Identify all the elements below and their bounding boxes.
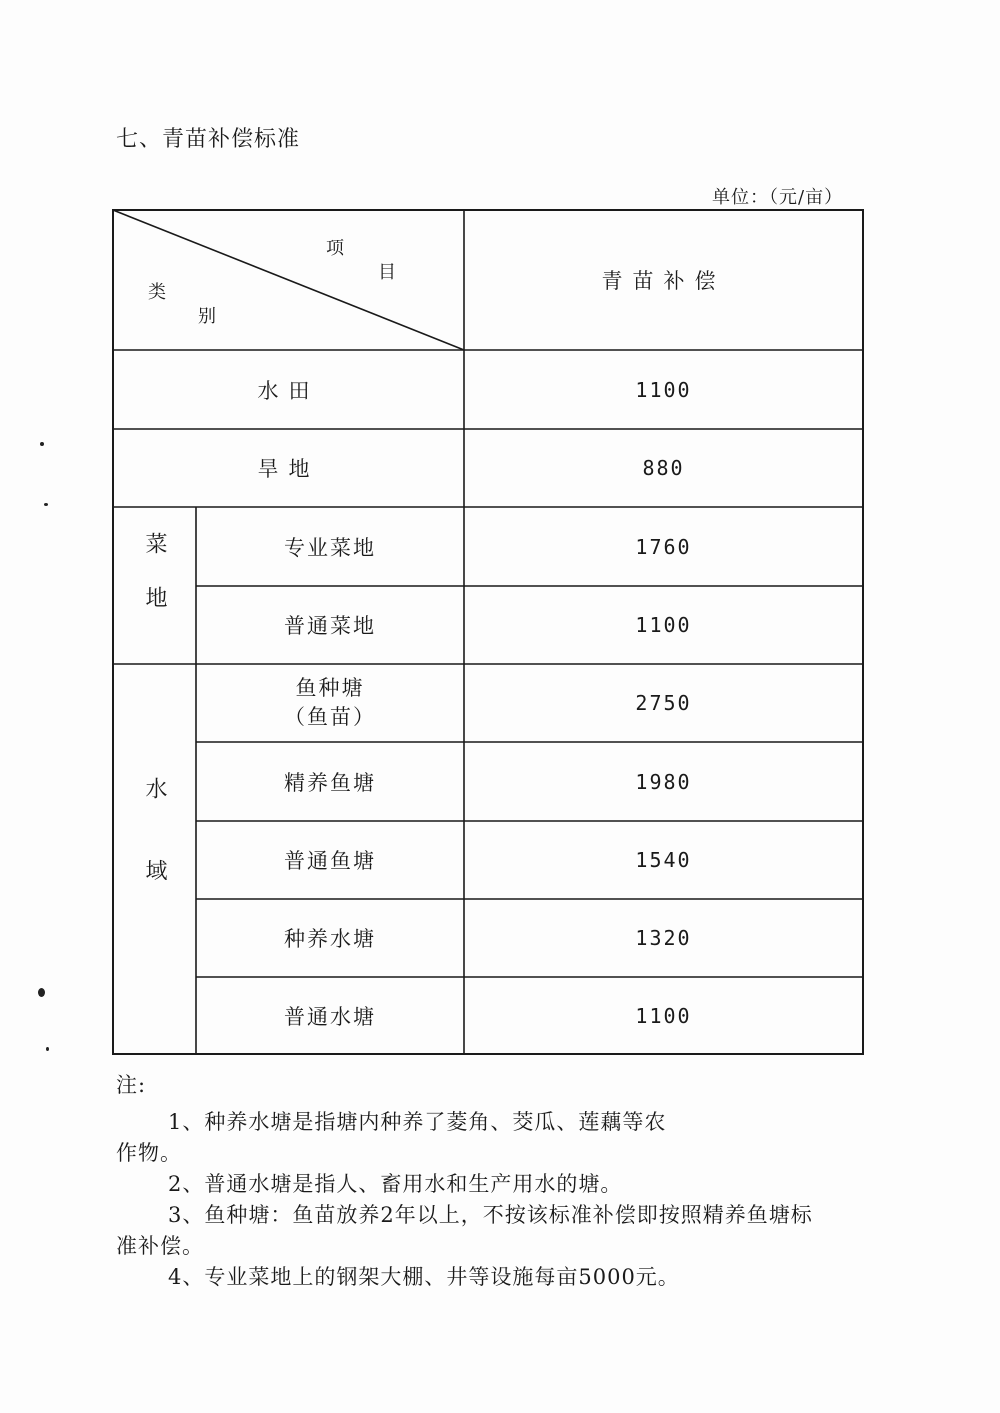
header-compensation: 青苗补偿 [601,269,726,293]
note-4: 4、专业菜地上的钢架大棚、井等设施每亩5000元。 [168,1265,680,1289]
page-title: 七、青苗补偿标准 [116,127,301,152]
note-2: 2、普通水塘是指人、畜用水和生产用水的塘。 [168,1172,623,1196]
row-value: 880 [642,456,685,480]
header-category-label-2: 别 [198,306,216,327]
row-name: 普通鱼塘 [284,849,376,873]
note-1-line-1: 1、种养水塘是指塘内种养了菱角、茭瓜、莲藕等农 [168,1110,667,1134]
row-name: 种养水塘 [284,927,376,951]
scan-speck [40,442,44,446]
row-value: 1100 [635,613,692,637]
row-name: 水田 [257,378,320,403]
row-subname: （鱼苗） [284,705,376,729]
group-vegetable-label: 菜地 [142,531,167,640]
row-name: 普通水塘 [284,1004,376,1029]
row-name: 普通菜地 [284,614,376,638]
row-name: 专业菜地 [284,535,376,560]
unit-label: 单位：（元/亩） [712,187,844,208]
note-3-line-2: 准补偿。 [116,1234,204,1258]
row-value: 2750 [635,691,692,715]
note-3-line-1: 3、鱼种塘：鱼苗放养2年以上，不按该标准补偿即按照精养鱼塘标 [168,1203,813,1227]
row-value: 1540 [635,848,692,872]
group-vegetable [113,507,196,664]
scan-speck [46,1047,49,1051]
group-water-label: 水域 [142,777,167,941]
note-1-line-2: 作物。 [116,1141,182,1165]
scan-speck [44,503,48,506]
scan-speck [38,988,45,997]
row-name: 鱼种塘 [295,676,365,700]
row-value: 1980 [635,769,692,794]
notes-label: 注: [116,1073,147,1097]
row-value: 1760 [635,534,692,559]
header-category-label-1: 类 [148,282,166,303]
row-value: 1100 [635,1003,692,1028]
row-name: 旱地 [257,457,320,481]
row-value: 1100 [635,377,692,402]
row-value: 1320 [635,926,692,950]
header-item-label-2: 目 [378,262,396,283]
group-water [113,664,196,1054]
header-item-label-1: 项 [326,238,344,259]
notes-section [116,1070,876,1293]
row-name-fish-fry [196,664,464,742]
row-name: 精养鱼塘 [284,770,376,795]
